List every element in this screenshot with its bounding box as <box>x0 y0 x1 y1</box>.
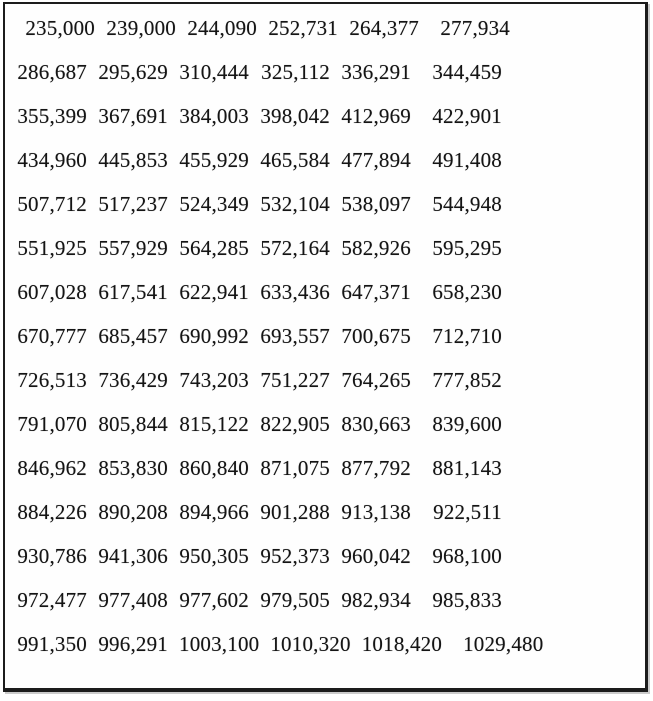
table-cell: 871,075 <box>260 455 330 480</box>
table-cell: 336,291 <box>341 59 411 84</box>
table-cell: 791,070 <box>17 411 87 436</box>
table-cell: 544,948 <box>432 191 502 216</box>
table-cell: 445,853 <box>98 147 168 172</box>
table-cell: 538,097 <box>341 191 411 216</box>
number-table <box>5 4 645 688</box>
table-cell: 384,003 <box>179 103 249 128</box>
table-row <box>17 314 645 358</box>
table-cell: 551,925 <box>17 235 87 260</box>
table-cell: 985,833 <box>432 587 502 612</box>
table-cell: 941,306 <box>98 543 168 568</box>
table-cell: 465,584 <box>260 147 330 172</box>
table-cell: 853,830 <box>98 455 168 480</box>
table-cell: 726,513 <box>17 367 87 392</box>
table-cell: 913,138 <box>341 499 411 524</box>
table-cell: 658,230 <box>432 279 502 304</box>
table-cell: 996,291 <box>98 631 168 656</box>
table-cell: 977,408 <box>98 587 168 612</box>
table-row <box>17 50 645 94</box>
table-cell: 930,786 <box>17 543 87 568</box>
table-row <box>17 622 645 666</box>
table-cell: 367,691 <box>98 103 168 128</box>
table-row <box>17 534 645 578</box>
table-cell: 572,164 <box>260 235 330 260</box>
table-cell: 979,505 <box>260 587 330 612</box>
table-cell: 264,377 <box>349 15 419 40</box>
table-cell: 830,663 <box>341 411 411 436</box>
table-cell: 617,541 <box>98 279 168 304</box>
table-row <box>17 358 645 402</box>
table-cell: 693,557 <box>260 323 330 348</box>
table-cell: 434,960 <box>17 147 87 172</box>
table-cell: 455,929 <box>179 147 249 172</box>
table-cell: 736,429 <box>98 367 168 392</box>
table-cell: 1010,320 <box>270 631 351 656</box>
table-row <box>17 226 645 270</box>
table-cell: 690,992 <box>179 323 249 348</box>
table-cell: 968,100 <box>432 543 502 568</box>
table-cell: 398,042 <box>260 103 330 128</box>
table-cell: 244,090 <box>187 15 257 40</box>
table-row <box>17 490 645 534</box>
table-row <box>17 402 645 446</box>
table-cell: 252,731 <box>268 15 338 40</box>
table-cell: 1003,100 <box>179 631 260 656</box>
table-cell: 685,457 <box>98 323 168 348</box>
table-cell: 712,710 <box>432 323 502 348</box>
table-cell: 860,840 <box>179 455 249 480</box>
table-cell: 894,966 <box>179 499 249 524</box>
table-cell: 822,905 <box>260 411 330 436</box>
table-cell: 700,675 <box>341 323 411 348</box>
table-cell: 881,143 <box>432 455 502 480</box>
table-cell: 507,712 <box>17 191 87 216</box>
table-cell: 846,962 <box>17 455 87 480</box>
table-cell: 901,288 <box>260 499 330 524</box>
table-cell: 239,000 <box>106 15 176 40</box>
table-cell: 1029,480 <box>463 631 544 656</box>
table-cell: 839,600 <box>432 411 502 436</box>
table-row <box>17 6 645 50</box>
table-cell: 1018,420 <box>361 631 443 656</box>
table-cell: 277,934 <box>440 15 510 40</box>
table-row <box>17 138 645 182</box>
table-cell: 564,285 <box>179 235 249 260</box>
table-cell: 670,777 <box>17 323 87 348</box>
table-cell: 777,852 <box>432 367 502 392</box>
table-row <box>17 270 645 314</box>
table-cell: 991,350 <box>17 631 87 656</box>
table-cell: 355,399 <box>17 103 87 128</box>
table-cell: 310,444 <box>179 59 249 84</box>
table-cell: 950,305 <box>179 543 249 568</box>
table-cell: 517,237 <box>98 191 168 216</box>
table-cell: 325,112 <box>261 59 330 84</box>
table-cell: 884,226 <box>17 499 87 524</box>
table-row <box>17 94 645 138</box>
table-cell: 412,969 <box>341 103 411 128</box>
table-cell: 877,792 <box>341 455 411 480</box>
table-cell: 622,941 <box>179 279 249 304</box>
table-cell: 805,844 <box>98 411 168 436</box>
table-cell: 972,477 <box>17 587 87 612</box>
table-cell: 647,371 <box>341 279 411 304</box>
table-cell: 743,203 <box>179 367 249 392</box>
table-cell: 922,511 <box>433 499 502 524</box>
table-cell: 532,104 <box>260 191 330 216</box>
table-cell: 952,373 <box>260 543 330 568</box>
table-cell: 960,042 <box>341 543 411 568</box>
table-cell: 982,934 <box>341 587 411 612</box>
table-cell: 607,028 <box>17 279 87 304</box>
table-cell: 764,265 <box>341 367 411 392</box>
table-cell: 295,629 <box>98 59 168 84</box>
table-cell: 477,894 <box>341 147 411 172</box>
table-cell: 633,436 <box>260 279 330 304</box>
table-cell: 582,926 <box>341 235 411 260</box>
table-row <box>17 446 645 490</box>
table-row <box>17 182 645 226</box>
table-cell: 344,459 <box>432 59 502 84</box>
table-cell: 751,227 <box>260 367 330 392</box>
table-cell: 524,349 <box>179 191 249 216</box>
table-frame <box>3 2 648 692</box>
table-cell: 890,208 <box>98 499 168 524</box>
table-cell: 422,901 <box>432 103 502 128</box>
table-cell: 595,295 <box>432 235 502 260</box>
table-cell: 977,602 <box>179 587 249 612</box>
table-cell: 286,687 <box>17 59 87 84</box>
table-cell: 235,000 <box>25 15 95 40</box>
table-cell: 491,408 <box>432 147 502 172</box>
table-row <box>17 578 645 622</box>
table-cell: 815,122 <box>179 411 249 436</box>
table-cell: 557,929 <box>98 235 168 260</box>
